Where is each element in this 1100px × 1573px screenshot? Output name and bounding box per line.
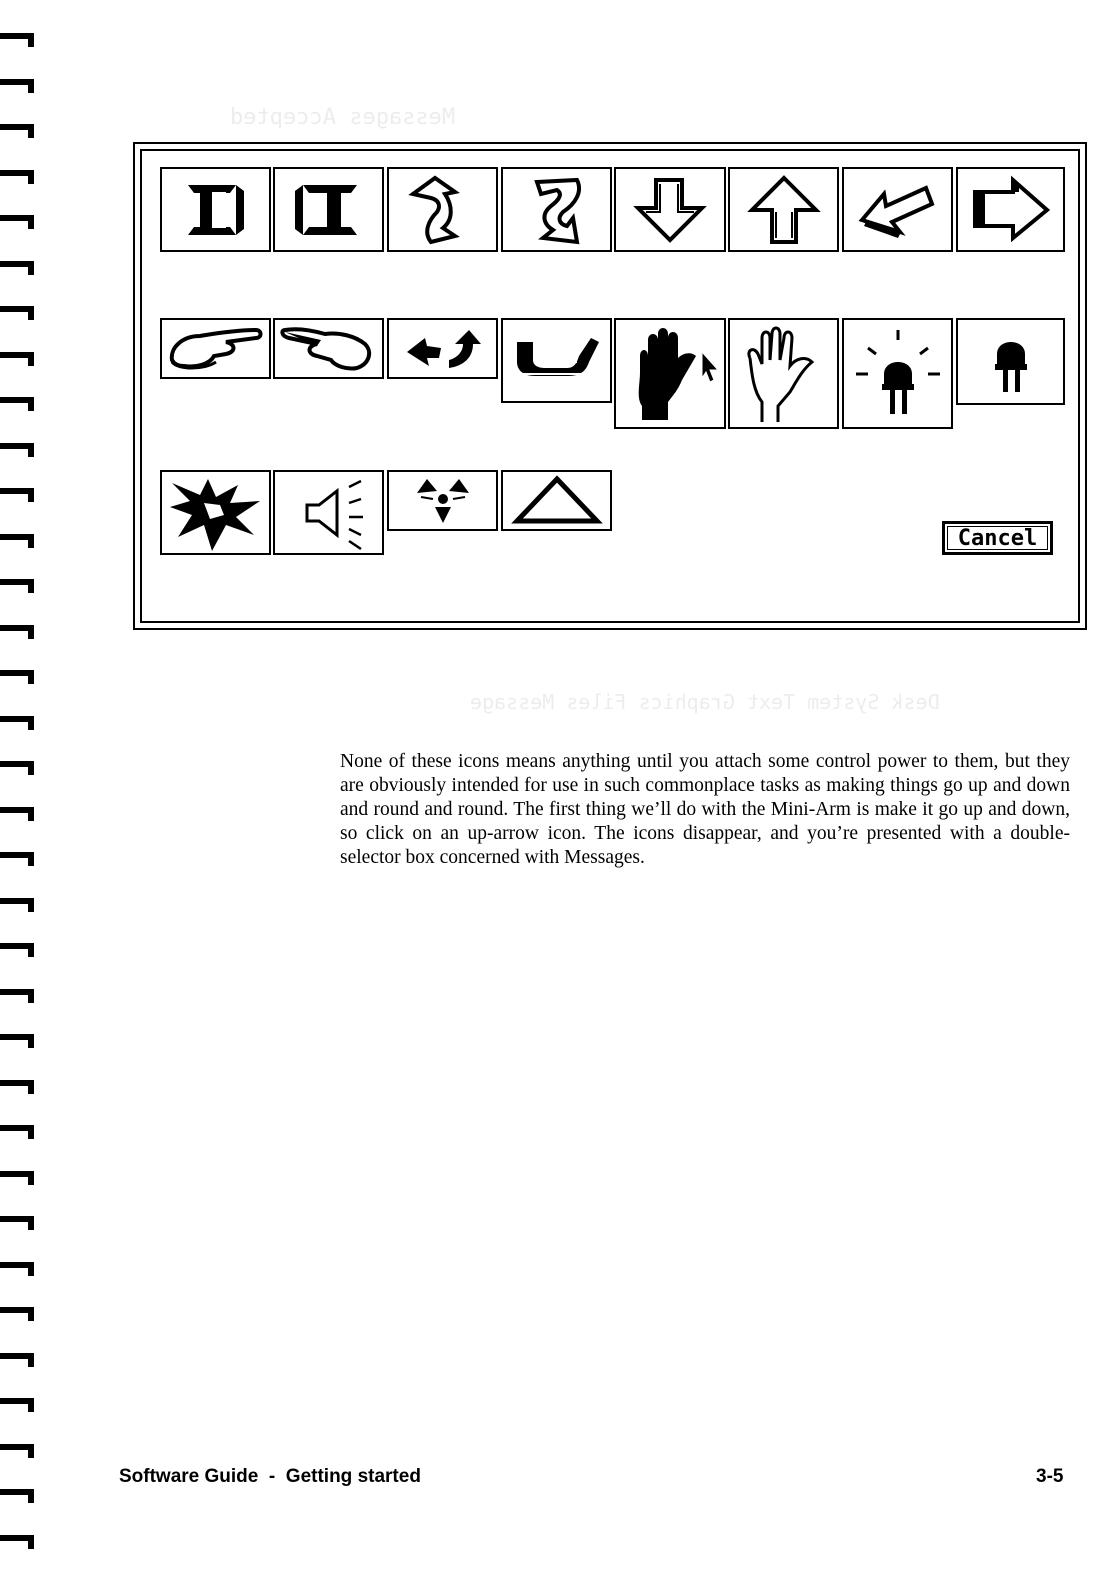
binding-ring <box>0 76 36 92</box>
binding-ring <box>0 804 36 820</box>
binding-ring <box>0 849 36 865</box>
binding-ring <box>0 1486 36 1502</box>
page-number: 3-5 <box>1036 1466 1064 1487</box>
binding-ring <box>0 986 36 1002</box>
binding-ring <box>0 1259 36 1275</box>
spiral-binding <box>0 30 44 1550</box>
gripper-open-icon[interactable] <box>160 167 271 252</box>
binding-ring <box>0 576 36 592</box>
turn-arrows-icon[interactable] <box>387 318 498 379</box>
warning-triangle-icon[interactable] <box>501 470 612 531</box>
binding-ring <box>0 1532 36 1548</box>
binding-ring <box>0 1213 36 1229</box>
left-arrow-icon[interactable] <box>842 167 953 252</box>
binding-ring <box>0 1168 36 1184</box>
down-arrow-icon[interactable] <box>614 167 726 252</box>
binding-ring <box>0 622 36 638</box>
bleed-through-menu: Desk System Text Graphics Files Message <box>470 690 940 714</box>
rotate-up-arrow-icon[interactable] <box>387 167 498 252</box>
binding-ring <box>0 758 36 774</box>
stop-hand-icon[interactable] <box>614 318 726 429</box>
binding-ring <box>0 1441 36 1457</box>
explosion-icon[interactable] <box>160 470 271 555</box>
rotate-down-arrow-icon[interactable] <box>501 167 612 252</box>
binding-ring <box>0 940 36 956</box>
binding-ring <box>0 667 36 683</box>
pointing-hand-left-icon[interactable] <box>160 318 271 379</box>
binding-ring <box>0 895 36 911</box>
binding-ring <box>0 30 36 46</box>
binding-ring <box>0 303 36 319</box>
binding-ring <box>0 440 36 456</box>
footer-section-title: Software Guide - Getting started <box>119 1466 421 1487</box>
bleed-through: Messages Accepted <box>230 105 456 130</box>
speaker-icon[interactable] <box>273 470 384 555</box>
wave-hand-icon[interactable] <box>728 318 839 429</box>
body-paragraph: None of these icons means anything until you attach some control power to them, but they are obviously intended for use in such commonplace tasks as making things go up and down and round and round. The first thing we’ll do with the Mini-Arm is make it go up and down, so click on an up-arrow icon. The icons disappear, and you’re presented with a double-selector box concerned with Messages. <box>340 751 1070 868</box>
binding-ring <box>0 1077 36 1093</box>
binding-ring <box>0 713 36 729</box>
binding-ring <box>0 485 36 501</box>
pointing-hand-right-icon[interactable] <box>273 318 384 379</box>
binding-ring <box>0 167 36 183</box>
binding-ring <box>0 1122 36 1138</box>
binding-ring <box>0 258 36 274</box>
binding-ring <box>0 1031 36 1047</box>
binding-ring <box>0 1350 36 1366</box>
binding-ring <box>0 394 36 410</box>
binding-ring <box>0 349 36 365</box>
binding-ring <box>0 531 36 547</box>
binding-ring <box>0 1304 36 1320</box>
radiation-icon[interactable] <box>387 470 498 531</box>
binding-ring <box>0 212 36 228</box>
gripper-close-icon[interactable] <box>273 167 384 252</box>
lamp-off-icon[interactable] <box>956 318 1065 405</box>
binding-ring <box>0 1395 36 1411</box>
lamp-on-icon[interactable] <box>842 318 953 429</box>
up-arrow-icon[interactable] <box>728 167 839 252</box>
right-arrow-icon[interactable] <box>956 167 1065 252</box>
binding-ring <box>0 121 36 137</box>
pick-place-icon[interactable] <box>501 318 612 403</box>
cancel-button[interactable]: Cancel <box>942 521 1053 555</box>
